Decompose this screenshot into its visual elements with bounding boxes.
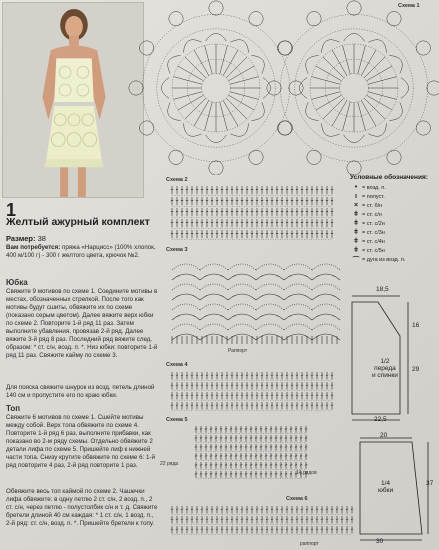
legend-symbol: ǂ <box>353 211 359 218</box>
legend-item <box>350 246 438 255</box>
scheme1-diagram <box>0 0 439 175</box>
scheme3-label: Схема 3 <box>166 247 188 253</box>
article-title: Желтый ажурный комплект <box>6 216 150 228</box>
top-heading: Топ <box>6 404 21 413</box>
top-paragraph-2: Обвяжите весь топ каймой по схеме 2. Чашечки лифа обвяжите: в одну петлю 2 ст. с/н, 2 возд. п., 2 ст. с/н, через петлю - полустолбик с/н и т. д. Свяжите бретели длиной 40 см каждая: * 1 ст. с/н, 1 возд. п., 2-й ряд: ст. с/н, возд. п. *. Пришейте бретели к топу. <box>6 488 158 527</box>
lower-label-1: 1/4 <box>381 480 391 487</box>
rows-22-label: 22 ряда <box>160 461 179 467</box>
legend-symbol: ǂ <box>353 229 359 236</box>
scheme2-label: Схема 2 <box>166 177 188 183</box>
upper-label-1: 1/2 <box>380 358 390 365</box>
materials-text: пряжа «Нарцисс» (100% хлопок, 400 м/100 г) - 300 г желтого цвета, крючок №2. <box>6 244 156 259</box>
upper-right-measure: 16 <box>412 322 420 329</box>
scheme4-label: Схема 4 <box>166 362 188 368</box>
upper-piece-label <box>372 358 398 379</box>
lower-bottom-measure: 30 <box>376 538 384 545</box>
upper-label-3: и спинки <box>372 372 398 379</box>
legend-item <box>350 237 438 246</box>
legend-item <box>350 192 438 201</box>
scheme5-stitches <box>195 426 307 479</box>
legend-item <box>350 183 438 192</box>
legend-item <box>350 201 438 210</box>
upper-side-measure: 29 <box>412 366 420 373</box>
legend-item <box>350 228 438 237</box>
legend-text: = дуга из возд. п. <box>362 256 406 263</box>
legend-symbol: • <box>354 184 358 191</box>
scheme1-label: Схема 1 <box>398 3 420 9</box>
top-paragraph-1: Свяжите 6 мотивов по схеме 1. Сшейте мотивы между собой. Верх топа обвяжите по схеме 4. Повторите 1-й ряд 6 раз, выполните прибавки, как показано во 2-м ряду схемы. Отдельно обвяжите 2 детали лифа по схеме 5. Пришейте лиф к нижней части топа. Снизу крутите обвяжите по схеме 6: 1-й ряд повторите 4 раз, 2-й ряд повторите 1 раз. <box>6 414 155 469</box>
legend-title: Условные обозначения: <box>350 174 428 181</box>
scheme2-stitches <box>171 186 333 239</box>
legend <box>350 174 438 264</box>
legend-item <box>350 210 438 219</box>
pattern-outlines <box>352 296 428 540</box>
legend-item <box>350 255 438 264</box>
rapport-label: Раппорт <box>228 348 248 354</box>
upper-label-2: переда <box>374 365 396 372</box>
scheme4-stitches <box>171 372 333 411</box>
doily-motif <box>267 1 439 175</box>
legend-symbol: ǂ <box>353 247 359 254</box>
legend-symbol: ı <box>355 193 357 200</box>
upper-top-measure: 18,5 <box>376 286 389 293</box>
legend-text: = полуст. <box>362 193 385 200</box>
scheme6-label: Схема 6 <box>286 496 308 502</box>
lower-label-2: юбки <box>378 487 394 494</box>
doily-motif <box>129 1 303 175</box>
legend-symbol: ⌒ <box>352 256 360 264</box>
materials-paragraph <box>6 244 158 260</box>
lower-top-measure: 20 <box>380 432 388 439</box>
legend-text: = ст. с/н <box>362 211 382 218</box>
legend-symbol: ǂ <box>353 220 359 227</box>
lower-piece-label <box>378 480 393 494</box>
legend-text: = ст. с/4н <box>362 238 385 245</box>
scheme6-stitches <box>171 506 353 535</box>
scheme5-label: Схема 5 <box>166 417 188 423</box>
legend-item <box>350 219 438 228</box>
skirt-paragraph-2: Для пояска свяжите шнурок из возд. петель длиной 140 см и пропустите его по краю юбки. <box>6 384 155 399</box>
size-line <box>6 234 46 243</box>
rapport-tail-label: раппорт <box>300 541 319 547</box>
legend-text: = ст. с/3н <box>362 229 385 236</box>
materials-label: Вам потребуется: <box>6 244 61 251</box>
skirt-heading: Юбка <box>6 278 28 287</box>
scheme3-arcs <box>172 264 340 344</box>
size-value: 38 <box>37 234 46 243</box>
article-number: 1 <box>6 200 17 220</box>
upper-bottom-measure: 22,5 <box>374 416 387 423</box>
size-label: Размер: <box>6 234 36 243</box>
rows-14-label: 14 рядов <box>296 470 317 476</box>
legend-text: = ст. с/5н <box>362 247 385 254</box>
legend-text: = ст. с/2н <box>362 220 385 227</box>
legend-symbol: × <box>353 202 359 209</box>
skirt-paragraph-1: Свяжите 9 мотивов по схеме 1. Соедините мотивы в местах, обозначенных стрелкой. После того как мотивы будут сшиты, обвяжите их по схеме (показано серым цветом). Далее вяжите верх юбки по схеме 2. Повторите 1-й ряд 11 раз. Затем выполните убавления, провязав 2-й ряд. Далее вяжите 3-й ряд 8 раз. Последний ряд вяжите след. образом: * ст. с/н, возд. п. *. Низ юбки: повторите 1-й ряд 11 раз. Свяжите кайму по схеме 3. <box>6 288 158 359</box>
lower-right-measure: 37 <box>426 480 434 487</box>
legend-symbol: ǂ <box>353 238 359 245</box>
legend-text: = ст. б/н <box>362 202 383 209</box>
legend-text: = возд. п. <box>362 184 386 191</box>
